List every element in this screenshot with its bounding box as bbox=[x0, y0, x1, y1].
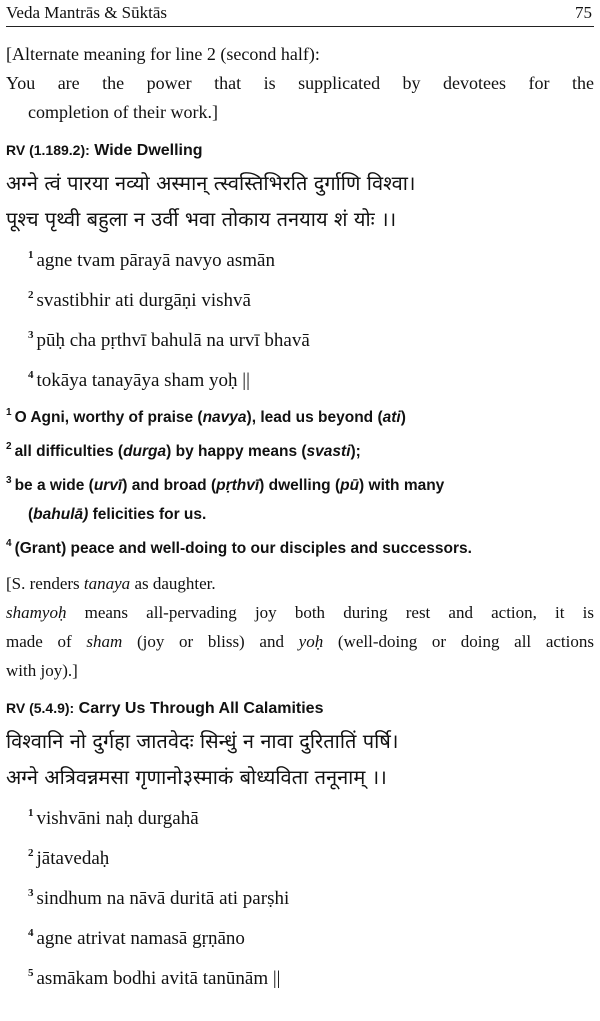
translation-line bbox=[6, 432, 594, 466]
line-number: 2 bbox=[28, 847, 34, 859]
translation-line bbox=[6, 529, 594, 563]
note-term: yoḥ bbox=[298, 632, 324, 651]
line-number: 1 bbox=[6, 407, 12, 418]
transliteration-line bbox=[6, 796, 594, 836]
translation-term: urvī bbox=[93, 477, 123, 494]
note-line bbox=[6, 598, 594, 627]
note-text: made of bbox=[6, 632, 87, 651]
running-title: Veda Mantrās & Sūktās bbox=[6, 3, 168, 22]
line-number: 3 bbox=[6, 475, 12, 486]
transliteration-text: tokāya tanayāya sham yoḥ || bbox=[36, 370, 250, 391]
sanskrit-line: पूश्च पृथ्वी बहुला न उर्वी भवा तोकाय तनयाय शं योः ।। bbox=[6, 207, 397, 231]
note-text: (joy or bliss) and bbox=[122, 632, 299, 651]
translation-text: (Grant) peace and well-doing to our disciples and successors. bbox=[14, 540, 472, 557]
translation-text: O Agni, worthy of praise ( bbox=[14, 409, 203, 426]
alt-meaning-line2: completion of their work.] bbox=[28, 102, 218, 122]
verse-reference: RV (1.189.2): bbox=[6, 142, 90, 158]
section-title: Carry Us Through All Calamities bbox=[78, 700, 324, 717]
translation-text: ) by happy means ( bbox=[166, 443, 307, 460]
verse-reference: RV (5.4.9): bbox=[6, 700, 75, 716]
transliteration-line bbox=[6, 836, 594, 876]
translation-text: felicities for us. bbox=[88, 506, 207, 523]
line-number: 4 bbox=[28, 369, 34, 381]
transliteration-line bbox=[6, 916, 594, 956]
translation-text: ) bbox=[400, 409, 406, 426]
note-line: with joy).] bbox=[6, 661, 78, 680]
note-term: sham bbox=[86, 632, 123, 651]
transliteration-text: sindhum na nāvā duritā ati parṣhi bbox=[36, 888, 290, 909]
note-term: shamyoḥ bbox=[6, 603, 67, 622]
translation-line bbox=[6, 466, 594, 500]
translation-term: pṛthvī bbox=[216, 477, 260, 494]
note-text: (well-doing or doing all actions bbox=[323, 632, 594, 651]
transliteration-line bbox=[6, 278, 594, 318]
translation-text: be a wide ( bbox=[14, 477, 94, 494]
transliteration-text: pūḥ cha pṛthvī bahulā na urvī bhavā bbox=[36, 330, 310, 351]
translation-term: navya bbox=[202, 409, 247, 426]
section-heading-1 bbox=[6, 137, 594, 164]
line-number: 4 bbox=[6, 538, 12, 549]
transliteration-text: agne tvam pārayā navyo asmān bbox=[36, 250, 275, 271]
transliteration-text: asmākam bodhi avitā tanūnām || bbox=[36, 968, 281, 989]
note-line bbox=[6, 569, 594, 598]
translation-text: all difficulties ( bbox=[14, 443, 124, 460]
translation-line bbox=[6, 398, 594, 432]
translation-text: ) and broad ( bbox=[122, 477, 217, 494]
note-text: [S. renders bbox=[6, 574, 84, 593]
section-heading-2 bbox=[6, 695, 594, 722]
page-number: 75 bbox=[575, 3, 592, 22]
transliteration-line bbox=[6, 238, 594, 278]
sanskrit-line: अग्ने अत्रिवन्नमसा गृणानो३स्माकं बोध्यविता तनूनाम् ।। bbox=[6, 765, 387, 789]
transliteration-line bbox=[6, 358, 594, 398]
transliteration-text: vishvāni naḥ durgahā bbox=[36, 808, 199, 829]
line-number: 3 bbox=[28, 329, 34, 341]
transliteration-line bbox=[6, 956, 594, 996]
page-header bbox=[6, 0, 594, 27]
note-text: as daughter. bbox=[130, 574, 216, 593]
alt-meaning-line1: You are the power that is supplicated by devotees for the bbox=[6, 73, 594, 93]
transliteration-line bbox=[6, 318, 594, 358]
sanskrit-line: विश्वानि नो दुर्गहा जातवेदः सिन्धुं न नावा दुरितातिं पर्षि। bbox=[6, 729, 399, 753]
sanskrit-line: अग्ने त्वं पारया नव्यो अस्मान् त्स्वस्तिभिरति दुर्गाणि विश्वा। bbox=[6, 171, 416, 195]
line-number: 1 bbox=[28, 249, 34, 261]
line-number: 4 bbox=[28, 927, 34, 939]
translation-text: ) with many bbox=[359, 477, 445, 494]
line-number: 3 bbox=[28, 887, 34, 899]
note-text: means all-pervading joy both during rest and action, it is bbox=[66, 603, 594, 622]
line-number: 2 bbox=[28, 289, 34, 301]
section-title: Wide Dwelling bbox=[94, 142, 203, 159]
translation-text: ), lead us beyond ( bbox=[246, 409, 383, 426]
translation-term: ati bbox=[382, 409, 401, 426]
line-number: 2 bbox=[6, 441, 12, 452]
translation-text: ) dwelling ( bbox=[259, 477, 341, 494]
translation-term: svasti bbox=[306, 443, 351, 460]
transliteration-text: agne atrivat namasā gṛṇāno bbox=[36, 928, 245, 949]
line-number: 1 bbox=[28, 807, 34, 819]
translation-term: bahulā) bbox=[33, 506, 89, 523]
note-term: tanaya bbox=[83, 574, 131, 593]
translation-term: durga bbox=[123, 443, 167, 460]
translation-text: ); bbox=[350, 443, 361, 460]
line-number: 5 bbox=[28, 967, 34, 979]
alt-meaning-label: [Alternate meaning for line 2 (second half): bbox=[6, 44, 320, 64]
transliteration-text: jātavedaḥ bbox=[36, 848, 110, 869]
translation-line bbox=[6, 500, 594, 529]
note-line bbox=[6, 627, 594, 656]
transliteration-line bbox=[6, 876, 594, 916]
translation-text: ( bbox=[28, 506, 34, 523]
transliteration-text: svastibhir ati durgāṇi vishvā bbox=[36, 290, 251, 311]
page-content bbox=[6, 40, 594, 996]
translation-term: pū bbox=[340, 477, 360, 494]
